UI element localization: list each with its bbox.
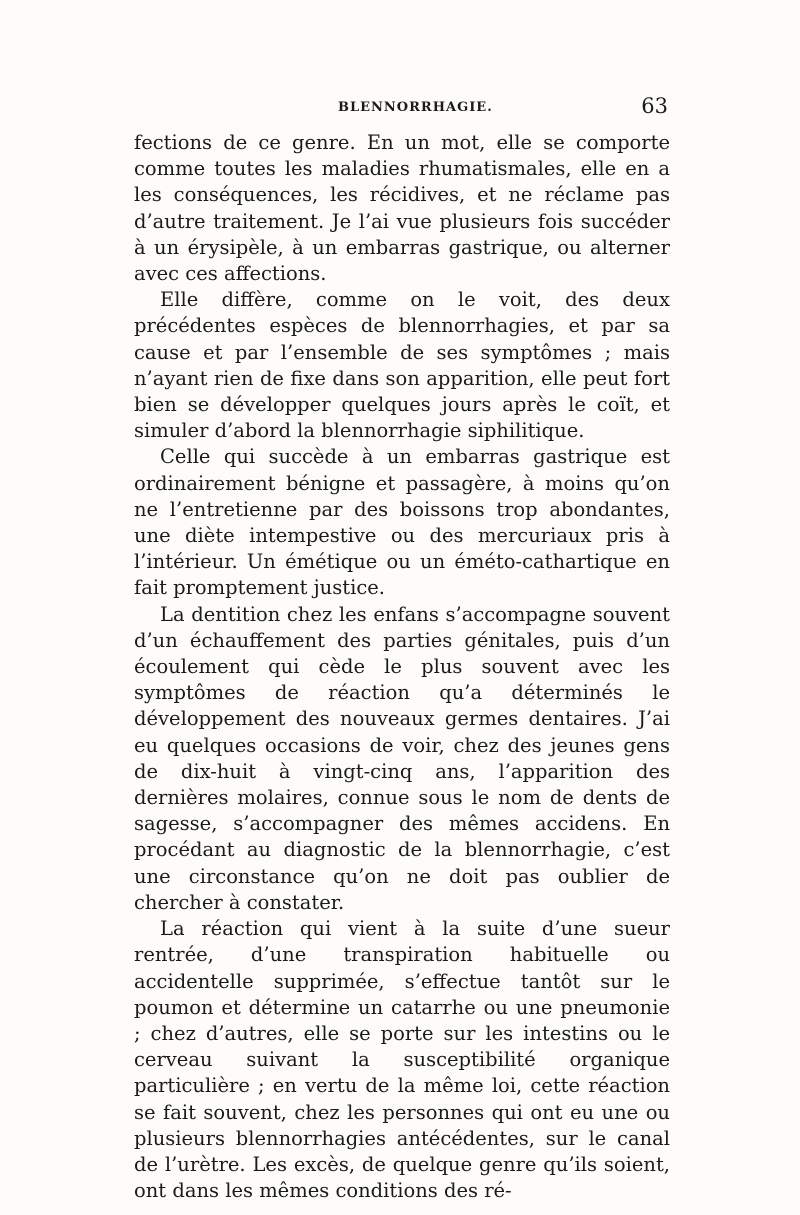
- page-header: [138, 94, 668, 124]
- paragraph-2: Elle diffère, comme on le voit, des deux précédentes espèces de blennorrhagies, et par sa cause et par l’ensemble de ses symptômes ; mais n’ayant rien de fixe dans son apparition, elle peut fort bien se développer quelques jours après le coït, et simuler d’abord la blennorrhagie siphilitique.: [134, 288, 670, 443]
- paragraph-1: fections de ce genre. En un mot, elle se comporte comme toutes les maladies rhumatismales, elle en a les conséquences, les récidives, et ne réclame pas d’autre traitement. Je l’ai vue plusieurs fois succéder à un érysipèle, à un embarras gastrique, ou alterner avec ces affections.: [134, 131, 670, 286]
- body-text: [134, 130, 670, 1204]
- page-number: 63: [641, 94, 668, 118]
- paragraph-4: La dentition chez les enfans s’accompagne souvent d’un échauffement des parties génitales, puis d’un écoulement qui cède le plus souvent avec les symptômes de réaction qu’a déterminés le développement des nouveaux germes dentaires. J’ai eu quelques occasions de voir, chez des jeunes gens de dix-huit à vingt-cinq ans, l’apparition des dernières molaires, connue sous le nom de dents de sagesse, s’accompagner des mêmes accidens. En procédant au diagnostic de la blennorrhagie, c’est une circonstance qu’on ne doit pas oublier de chercher à constater.: [134, 602, 670, 914]
- paragraph-5: La réaction qui vient à la suite d’une sueur rentrée, d’une transpiration habituelle ou accidentelle supprimée, s’effectue tantôt sur le poumon et détermine un catarrhe ou une pneumonie ; chez d’autres, elle se porte sur les intestins ou le cerveau suivant la susceptibilité organique particulière ; en vertu de la même loi, cette réaction se fait souvent, chez les personnes qui ont eu une ou plusieurs blennorrhagies antécédentes, sur le canal de l’urètre. Les excès, de quelque genre qu’ils soient, ont dans les mêmes conditions des ré-: [134, 917, 670, 1203]
- paragraph-3: Celle qui succède à un embarras gastrique est ordinairement bénigne et passagère, à moins qu’on ne l’entretienne par des boissons trop abondantes, une diète intempestive ou des mercuriaux pris à l’intérieur. Un émétique ou un éméto-cathartique en fait promptement justice.: [134, 445, 670, 600]
- running-head: BLENNORRHAGIE.: [338, 100, 493, 115]
